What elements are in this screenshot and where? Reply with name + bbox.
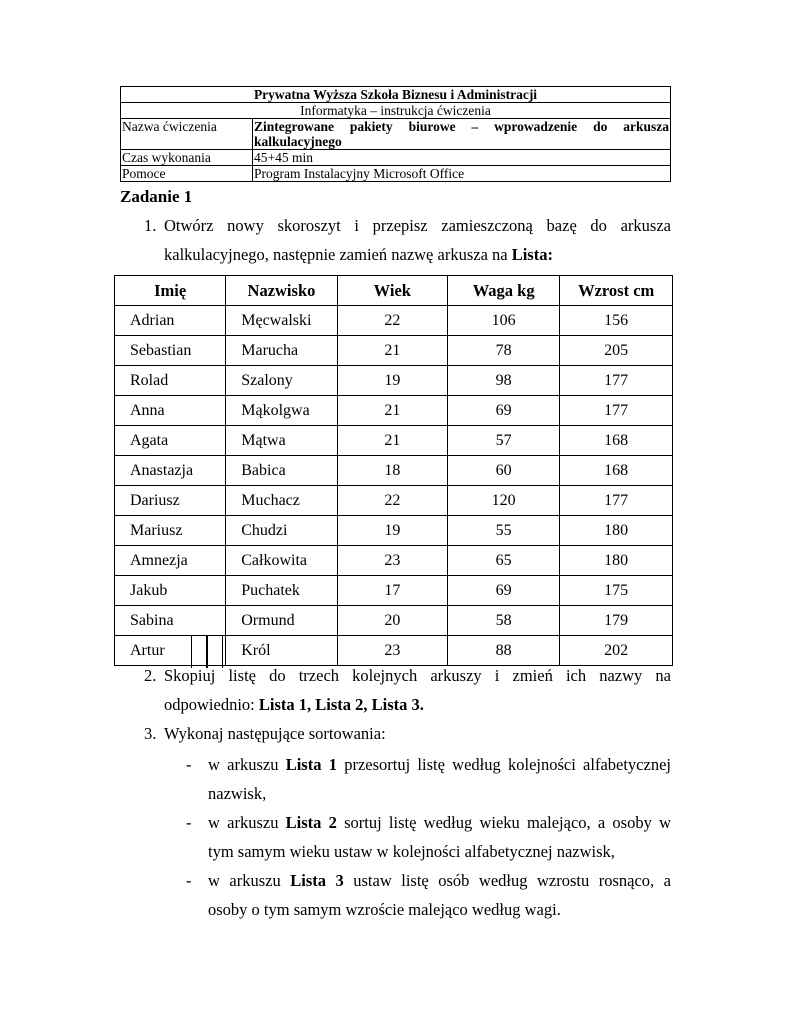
bullet-dash: - bbox=[186, 813, 192, 832]
bullet-line1 bbox=[208, 871, 671, 900]
value-exercise-name bbox=[253, 119, 671, 150]
label-exercise-name: Nazwa ćwiczenia bbox=[121, 119, 253, 150]
table-header-row bbox=[115, 276, 673, 306]
bullet-post: ustaw listę osób według wzrostu rosnąco, a bbox=[343, 871, 671, 890]
label-aids: Pomoce bbox=[121, 166, 253, 182]
item-3-text: Wykonaj następujące sortowania: bbox=[164, 724, 386, 743]
table-row bbox=[115, 456, 673, 486]
cell-age: 17 bbox=[337, 576, 447, 606]
item-3-number: 3. bbox=[144, 724, 157, 743]
cell-last-name: Mątwa bbox=[226, 426, 337, 456]
bullet-item bbox=[208, 755, 671, 804]
cell-weight: 78 bbox=[448, 336, 560, 366]
task-item-1 bbox=[144, 216, 671, 265]
cell-weight: 69 bbox=[448, 396, 560, 426]
cell-last-name: Całkowita bbox=[226, 546, 337, 576]
cell-last-name: Męcwalski bbox=[226, 306, 337, 336]
cell-first-name: Jakub bbox=[115, 576, 226, 606]
cell-weight: 57 bbox=[448, 426, 560, 456]
col-header-imie: Imię bbox=[115, 276, 226, 306]
value-duration: 45+45 min bbox=[253, 150, 671, 166]
task-title: Zadanie 1 bbox=[120, 187, 193, 206]
cell-height: 177 bbox=[560, 486, 673, 516]
cell-height: 175 bbox=[560, 576, 673, 606]
item-1-sheet-name: Lista: bbox=[511, 245, 553, 264]
cell-height: 177 bbox=[560, 366, 673, 396]
bullet-dash: - bbox=[186, 871, 192, 890]
cell-age: 23 bbox=[337, 546, 447, 576]
cell-first-name: Rolad bbox=[115, 366, 226, 396]
table-row bbox=[115, 486, 673, 516]
bullet-line2: tym samym wieku ustaw w kolejności alfabetycznej nazwisk, bbox=[208, 842, 615, 861]
cell-height: 180 bbox=[560, 516, 673, 546]
cell-weight: 106 bbox=[448, 306, 560, 336]
bullet-line2: nazwisk, bbox=[208, 784, 267, 803]
table-row bbox=[115, 546, 673, 576]
cell-first-name: Agata bbox=[115, 426, 226, 456]
cell-last-name: Mąkolgwa bbox=[226, 396, 337, 426]
cell-first-name: Amnezja bbox=[115, 546, 226, 576]
item-2-line1: Skopiuj listę do trzech kolejnych arkuszy i zmień ich nazwy na bbox=[164, 666, 671, 685]
people-table bbox=[114, 275, 673, 666]
bullet-pre: w arkuszu bbox=[208, 755, 286, 774]
label-duration: Czas wykonania bbox=[121, 150, 253, 166]
school-name: Prywatna Wyższa Szkoła Biznesu i Administracji bbox=[121, 87, 671, 103]
cell-weight: 120 bbox=[448, 486, 560, 516]
bullet-line1 bbox=[208, 813, 671, 842]
cell-age: 18 bbox=[337, 456, 447, 486]
item-1-line2-text: kalkulacyjnego, następnie zamień nazwę arkusza na bbox=[164, 245, 512, 264]
stray-cell-border bbox=[191, 636, 207, 668]
table-row bbox=[115, 426, 673, 456]
cell-age: 22 bbox=[337, 306, 447, 336]
cell-last-name: Ormund bbox=[226, 606, 337, 636]
col-header-wiek: Wiek bbox=[337, 276, 447, 306]
table-row bbox=[115, 636, 673, 666]
cell-age: 23 bbox=[337, 636, 447, 666]
stray-cell-border bbox=[207, 636, 223, 668]
cell-first-name: Mariusz bbox=[115, 516, 226, 546]
bullet-line2: osoby o tym samym wzroście malejąco według wagi. bbox=[208, 900, 561, 919]
document-subtitle: Informatyka – instrukcja ćwiczenia bbox=[121, 103, 671, 119]
bullet-sheet: Lista 3 bbox=[290, 871, 344, 890]
cell-weight: 60 bbox=[448, 456, 560, 486]
exercise-name-line2: kalkulacyjnego bbox=[254, 134, 342, 149]
item-2-number: 2. bbox=[144, 666, 157, 685]
cell-height: 168 bbox=[560, 426, 673, 456]
table-row bbox=[115, 396, 673, 426]
cell-height: 177 bbox=[560, 396, 673, 426]
cell-weight: 65 bbox=[448, 546, 560, 576]
col-header-nazwisko: Nazwisko bbox=[226, 276, 337, 306]
cell-height: 180 bbox=[560, 546, 673, 576]
cell-height: 202 bbox=[560, 636, 673, 666]
col-header-wzrost: Wzrost cm bbox=[560, 276, 673, 306]
cell-age: 21 bbox=[337, 336, 447, 366]
value-aids: Program Instalacyjny Microsoft Office bbox=[253, 166, 671, 182]
bullet-item bbox=[208, 871, 671, 920]
cell-age: 21 bbox=[337, 396, 447, 426]
cell-height: 156 bbox=[560, 306, 673, 336]
cell-height: 179 bbox=[560, 606, 673, 636]
bullet-line1 bbox=[208, 755, 671, 784]
cell-age: 19 bbox=[337, 366, 447, 396]
cell-age: 21 bbox=[337, 426, 447, 456]
cell-weight: 55 bbox=[448, 516, 560, 546]
cell-first-name: Dariusz bbox=[115, 486, 226, 516]
cell-weight: 98 bbox=[448, 366, 560, 396]
item-1-line2 bbox=[164, 245, 671, 265]
bullet-item bbox=[208, 813, 671, 862]
cell-first-name: Anna bbox=[115, 396, 226, 426]
header-table bbox=[120, 86, 671, 182]
item-2-line2 bbox=[164, 695, 671, 715]
cell-weight: 88 bbox=[448, 636, 560, 666]
cell-last-name: Marucha bbox=[226, 336, 337, 366]
cell-age: 20 bbox=[337, 606, 447, 636]
bullet-dash: - bbox=[186, 755, 192, 774]
cell-age: 22 bbox=[337, 486, 447, 516]
cell-first-name: Adrian bbox=[115, 306, 226, 336]
cell-last-name: Chudzi bbox=[226, 516, 337, 546]
cell-first-name: Sabina bbox=[115, 606, 226, 636]
cell-first-name bbox=[115, 636, 226, 666]
artur-name: Artur bbox=[130, 642, 165, 659]
exercise-name-line1: Zintegrowane pakiety biurowe – wprowadzenie do arkusza bbox=[254, 119, 669, 134]
item-1-line1: Otwórz nowy skoroszyt i przepisz zamieszczoną bazę do arkusza bbox=[164, 216, 671, 235]
bullet-pre: w arkuszu bbox=[208, 813, 286, 832]
item-2-sheet-names: Lista 1, Lista 2, Lista 3. bbox=[258, 695, 424, 714]
task-item-2 bbox=[144, 666, 671, 715]
bullet-post: sortuj listę według wieku malejąco, a osoby w bbox=[336, 813, 671, 832]
item-2-line2-text: odpowiednio: bbox=[164, 695, 259, 714]
cell-first-name: Anastazja bbox=[115, 456, 226, 486]
table-row bbox=[115, 306, 673, 336]
task-item-3 bbox=[144, 724, 671, 744]
cell-age: 19 bbox=[337, 516, 447, 546]
table-row bbox=[115, 576, 673, 606]
item-1-number: 1. bbox=[144, 216, 157, 235]
col-header-waga: Waga kg bbox=[448, 276, 560, 306]
table-row bbox=[115, 366, 673, 396]
table-row bbox=[115, 336, 673, 366]
table-row bbox=[115, 516, 673, 546]
artur-cell-wrap bbox=[115, 636, 225, 665]
cell-last-name: Szalony bbox=[226, 366, 337, 396]
cell-last-name: Puchatek bbox=[226, 576, 337, 606]
cell-last-name: Król bbox=[226, 636, 337, 666]
bullet-sheet: Lista 1 bbox=[285, 755, 337, 774]
table-row bbox=[115, 606, 673, 636]
bullet-pre: w arkuszu bbox=[208, 871, 291, 890]
cell-height: 168 bbox=[560, 456, 673, 486]
cell-weight: 69 bbox=[448, 576, 560, 606]
cell-height: 205 bbox=[560, 336, 673, 366]
cell-weight: 58 bbox=[448, 606, 560, 636]
cell-last-name: Babica bbox=[226, 456, 337, 486]
cell-last-name: Muchacz bbox=[226, 486, 337, 516]
cell-first-name: Sebastian bbox=[115, 336, 226, 366]
bullet-post: przesortuj listę według kolejności alfabetycznej bbox=[336, 755, 671, 774]
bullet-sheet: Lista 2 bbox=[285, 813, 337, 832]
